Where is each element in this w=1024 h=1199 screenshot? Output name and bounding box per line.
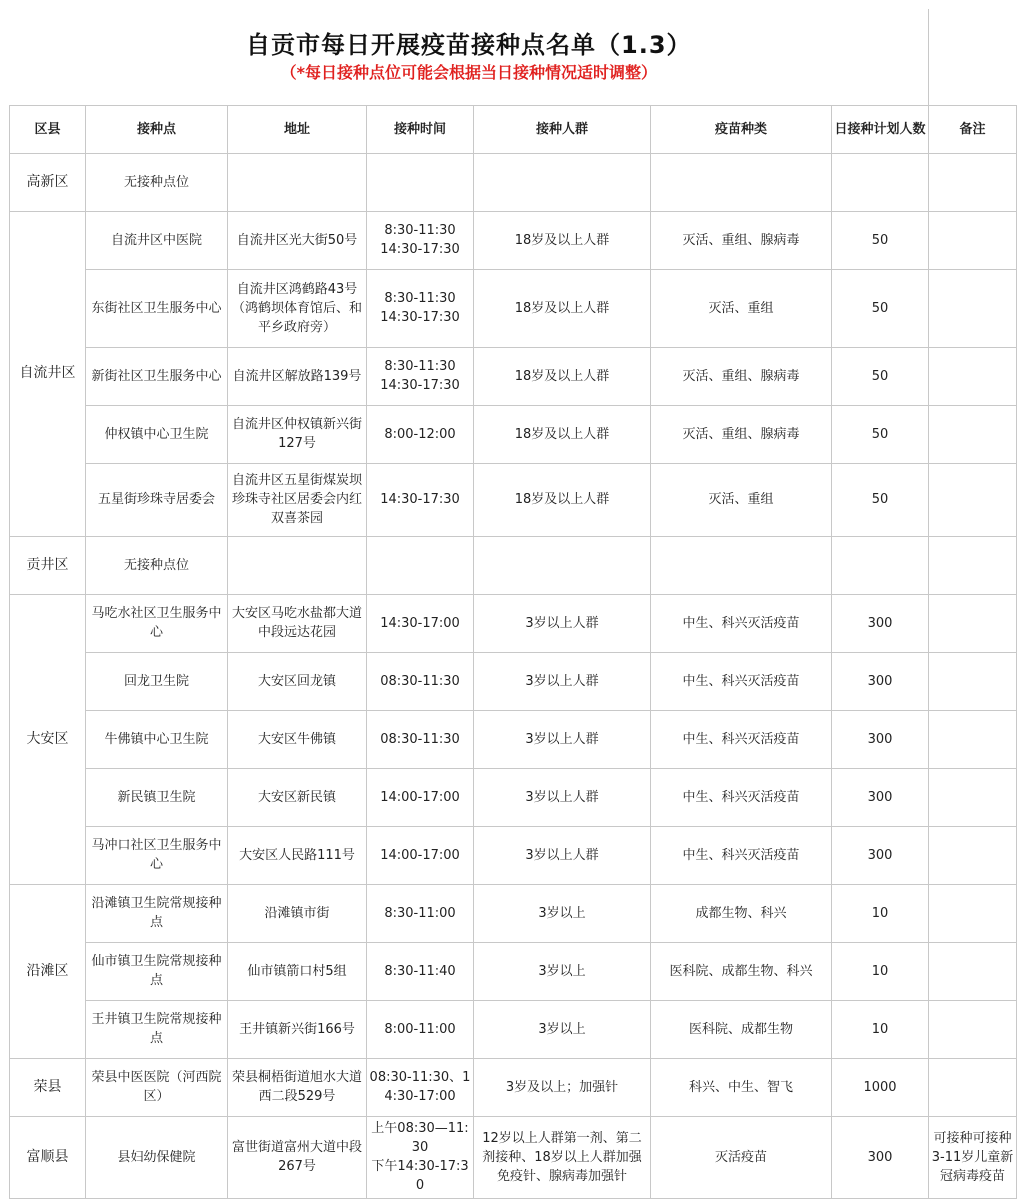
title-blank-cell bbox=[929, 9, 1017, 105]
vaccine-cell bbox=[651, 153, 832, 211]
table-row bbox=[10, 942, 1017, 1000]
district-cell: 高新区 bbox=[10, 153, 86, 211]
address-cell: 大安区回龙镇 bbox=[228, 652, 367, 710]
population-cell: 3岁以上人群 bbox=[474, 768, 651, 826]
title-row bbox=[10, 9, 1017, 105]
note-cell bbox=[929, 652, 1017, 710]
address-cell: 自流井区仲权镇新兴街127号 bbox=[228, 405, 367, 463]
population-cell bbox=[474, 153, 651, 211]
plan-cell: 1000 bbox=[832, 1058, 929, 1116]
note-cell bbox=[929, 884, 1017, 942]
vaccine-cell: 医科院、成都生物、科兴 bbox=[651, 942, 832, 1000]
population-cell: 18岁及以上人群 bbox=[474, 347, 651, 405]
site-cell: 马吃水社区卫生服务中心 bbox=[86, 594, 228, 652]
time-cell: 08:30-11:30 bbox=[367, 652, 474, 710]
address-cell: 富世街道富州大道中段267号 bbox=[228, 1116, 367, 1198]
address-cell bbox=[228, 153, 367, 211]
district-cell: 富顺县 bbox=[10, 1116, 86, 1198]
plan-cell: 50 bbox=[832, 269, 929, 347]
plan-cell: 300 bbox=[832, 594, 929, 652]
address-cell: 荣县桐梧街道旭水大道西二段529号 bbox=[228, 1058, 367, 1116]
table-row bbox=[10, 594, 1017, 652]
table-row bbox=[10, 652, 1017, 710]
header-site: 接种点 bbox=[86, 105, 228, 153]
population-cell: 3岁以上人群 bbox=[474, 826, 651, 884]
time-cell: 8:30-11:30 14:30-17:30 bbox=[367, 211, 474, 269]
district-cell: 自流井区 bbox=[10, 211, 86, 536]
vaccine-cell: 中生、科兴灭活疫苗 bbox=[651, 826, 832, 884]
note-cell bbox=[929, 1058, 1017, 1116]
population-cell: 3岁以上 bbox=[474, 942, 651, 1000]
plan-cell: 300 bbox=[832, 768, 929, 826]
table-row bbox=[10, 211, 1017, 269]
site-cell: 回龙卫生院 bbox=[86, 652, 228, 710]
site-cell: 自流井区中医院 bbox=[86, 211, 228, 269]
table-row bbox=[10, 884, 1017, 942]
note-cell bbox=[929, 1000, 1017, 1058]
time-cell: 14:30-17:00 bbox=[367, 594, 474, 652]
address-cell: 自流井区鸿鹤路43号（鸿鹤坝体育馆后、和平乡政府旁） bbox=[228, 269, 367, 347]
vaccine-cell: 科兴、中生、智飞 bbox=[651, 1058, 832, 1116]
population-cell: 18岁及以上人群 bbox=[474, 211, 651, 269]
header-address: 地址 bbox=[228, 105, 367, 153]
address-cell: 自流井区解放路139号 bbox=[228, 347, 367, 405]
header-note: 备注 bbox=[929, 105, 1017, 153]
vaccine-cell: 中生、科兴灭活疫苗 bbox=[651, 594, 832, 652]
plan-cell: 50 bbox=[832, 463, 929, 536]
site-cell: 仲权镇中心卫生院 bbox=[86, 405, 228, 463]
note-cell bbox=[929, 269, 1017, 347]
district-cell: 大安区 bbox=[10, 594, 86, 884]
site-cell: 无接种点位 bbox=[86, 536, 228, 594]
population-cell: 12岁以上人群第一剂、第二剂接种、18岁以上人群加强免疫针、腺病毒加强针 bbox=[474, 1116, 651, 1198]
time-cell: 8:00-11:00 bbox=[367, 1000, 474, 1058]
vaccine-cell bbox=[651, 536, 832, 594]
vaccine-cell: 医科院、成都生物 bbox=[651, 1000, 832, 1058]
address-cell: 仙市镇箭口村5组 bbox=[228, 942, 367, 1000]
table-row bbox=[10, 826, 1017, 884]
address-cell: 王井镇新兴街166号 bbox=[228, 1000, 367, 1058]
plan-cell: 10 bbox=[832, 942, 929, 1000]
population-cell: 18岁及以上人群 bbox=[474, 463, 651, 536]
plan-cell: 300 bbox=[832, 1116, 929, 1198]
site-cell: 无接种点位 bbox=[86, 153, 228, 211]
plan-cell: 10 bbox=[832, 884, 929, 942]
time-cell: 14:00-17:00 bbox=[367, 826, 474, 884]
time-cell: 08:30-11:30、14:30-17:00 bbox=[367, 1058, 474, 1116]
time-cell: 14:30-17:30 bbox=[367, 463, 474, 536]
note-cell bbox=[929, 594, 1017, 652]
plan-cell: 50 bbox=[832, 347, 929, 405]
table-row bbox=[10, 1000, 1017, 1058]
time-cell: 8:30-11:00 bbox=[367, 884, 474, 942]
plan-cell: 300 bbox=[832, 652, 929, 710]
note-cell bbox=[929, 405, 1017, 463]
vaccine-cell: 中生、科兴灭活疫苗 bbox=[651, 768, 832, 826]
note-cell: 可接种可接种3-11岁儿童新冠病毒疫苗 bbox=[929, 1116, 1017, 1198]
district-cell: 沿滩区 bbox=[10, 884, 86, 1058]
header-plan: 日接种计划人数 bbox=[832, 105, 929, 153]
site-cell: 新民镇卫生院 bbox=[86, 768, 228, 826]
note-cell bbox=[929, 347, 1017, 405]
vaccine-cell: 灭活、重组、腺病毒 bbox=[651, 211, 832, 269]
time-cell: 8:30-11:40 bbox=[367, 942, 474, 1000]
page-title: 自贡市每日开展疫苗接种点名单（1.3） bbox=[246, 30, 692, 59]
note-cell bbox=[929, 153, 1017, 211]
vaccine-cell: 灭活、重组、腺病毒 bbox=[651, 347, 832, 405]
table-row bbox=[10, 463, 1017, 536]
site-cell: 王井镇卫生院常规接种点 bbox=[86, 1000, 228, 1058]
table-row bbox=[10, 710, 1017, 768]
address-cell: 大安区人民路111号 bbox=[228, 826, 367, 884]
site-cell: 马冲口社区卫生服务中心 bbox=[86, 826, 228, 884]
site-cell: 五星街珍珠寺居委会 bbox=[86, 463, 228, 536]
district-cell: 荣县 bbox=[10, 1058, 86, 1116]
note-cell bbox=[929, 942, 1017, 1000]
time-cell: 14:00-17:00 bbox=[367, 768, 474, 826]
site-cell: 新街社区卫生服务中心 bbox=[86, 347, 228, 405]
time-cell: 上午08:30—11:30 下午14:30-17:30 bbox=[367, 1116, 474, 1198]
time-cell: 8:30-11:30 14:30-17:30 bbox=[367, 347, 474, 405]
population-cell: 3岁以上 bbox=[474, 884, 651, 942]
table-row bbox=[10, 347, 1017, 405]
table-row bbox=[10, 405, 1017, 463]
table-row bbox=[10, 153, 1017, 211]
vaccine-cell: 中生、科兴灭活疫苗 bbox=[651, 652, 832, 710]
population-cell: 18岁及以上人群 bbox=[474, 269, 651, 347]
table-row bbox=[10, 536, 1017, 594]
population-cell: 18岁及以上人群 bbox=[474, 405, 651, 463]
header-population: 接种人群 bbox=[474, 105, 651, 153]
population-cell bbox=[474, 536, 651, 594]
address-cell: 自流井区五星街煤炭坝珍珠寺社区居委会内红双喜茶园 bbox=[228, 463, 367, 536]
site-cell: 县妇幼保健院 bbox=[86, 1116, 228, 1198]
plan-cell: 10 bbox=[832, 1000, 929, 1058]
note-cell bbox=[929, 536, 1017, 594]
table-row bbox=[10, 269, 1017, 347]
plan-cell: 50 bbox=[832, 211, 929, 269]
vaccine-cell: 灭活疫苗 bbox=[651, 1116, 832, 1198]
vaccine-cell: 灭活、重组、腺病毒 bbox=[651, 405, 832, 463]
time-cell bbox=[367, 153, 474, 211]
header-district: 区县 bbox=[10, 105, 86, 153]
site-cell: 牛佛镇中心卫生院 bbox=[86, 710, 228, 768]
population-cell: 3岁以上人群 bbox=[474, 594, 651, 652]
site-cell: 东街社区卫生服务中心 bbox=[86, 269, 228, 347]
site-cell: 沿滩镇卫生院常规接种点 bbox=[86, 884, 228, 942]
time-cell: 8:30-11:30 14:30-17:30 bbox=[367, 269, 474, 347]
plan-cell bbox=[832, 536, 929, 594]
vaccine-cell: 成都生物、科兴 bbox=[651, 884, 832, 942]
address-cell: 大安区牛佛镇 bbox=[228, 710, 367, 768]
plan-cell: 300 bbox=[832, 826, 929, 884]
address-cell bbox=[228, 536, 367, 594]
time-cell: 08:30-11:30 bbox=[367, 710, 474, 768]
address-cell: 沿滩镇市街 bbox=[228, 884, 367, 942]
population-cell: 3岁以上 bbox=[474, 1000, 651, 1058]
plan-cell bbox=[832, 153, 929, 211]
note-cell bbox=[929, 463, 1017, 536]
population-cell: 3岁以上人群 bbox=[474, 652, 651, 710]
note-cell bbox=[929, 826, 1017, 884]
time-cell bbox=[367, 536, 474, 594]
district-cell: 贡井区 bbox=[10, 536, 86, 594]
vaccine-cell: 灭活、重组 bbox=[651, 463, 832, 536]
plan-cell: 50 bbox=[832, 405, 929, 463]
site-cell: 仙市镇卫生院常规接种点 bbox=[86, 942, 228, 1000]
header-row bbox=[10, 105, 1017, 153]
site-cell: 荣县中医医院（河西院区） bbox=[86, 1058, 228, 1116]
page-subtitle: （*每日接种点位可能会根据当日接种情况适时调整） bbox=[280, 62, 657, 82]
header-vaccine: 疫苗种类 bbox=[651, 105, 832, 153]
population-cell: 3岁以上人群 bbox=[474, 710, 651, 768]
title-cell bbox=[10, 9, 929, 105]
note-cell bbox=[929, 211, 1017, 269]
vaccine-cell: 中生、科兴灭活疫苗 bbox=[651, 710, 832, 768]
address-cell: 自流井区光大街50号 bbox=[228, 211, 367, 269]
address-cell: 大安区新民镇 bbox=[228, 768, 367, 826]
population-cell: 3岁及以上；加强针 bbox=[474, 1058, 651, 1116]
time-cell: 8:00-12:00 bbox=[367, 405, 474, 463]
header-time: 接种时间 bbox=[367, 105, 474, 153]
table-row bbox=[10, 1116, 1017, 1198]
plan-cell: 300 bbox=[832, 710, 929, 768]
table-row bbox=[10, 1058, 1017, 1116]
note-cell bbox=[929, 710, 1017, 768]
note-cell bbox=[929, 768, 1017, 826]
table-row bbox=[10, 768, 1017, 826]
vaccination-table bbox=[9, 9, 1017, 1199]
vaccine-cell: 灭活、重组 bbox=[651, 269, 832, 347]
address-cell: 大安区马吃水盐都大道中段远达花园 bbox=[228, 594, 367, 652]
